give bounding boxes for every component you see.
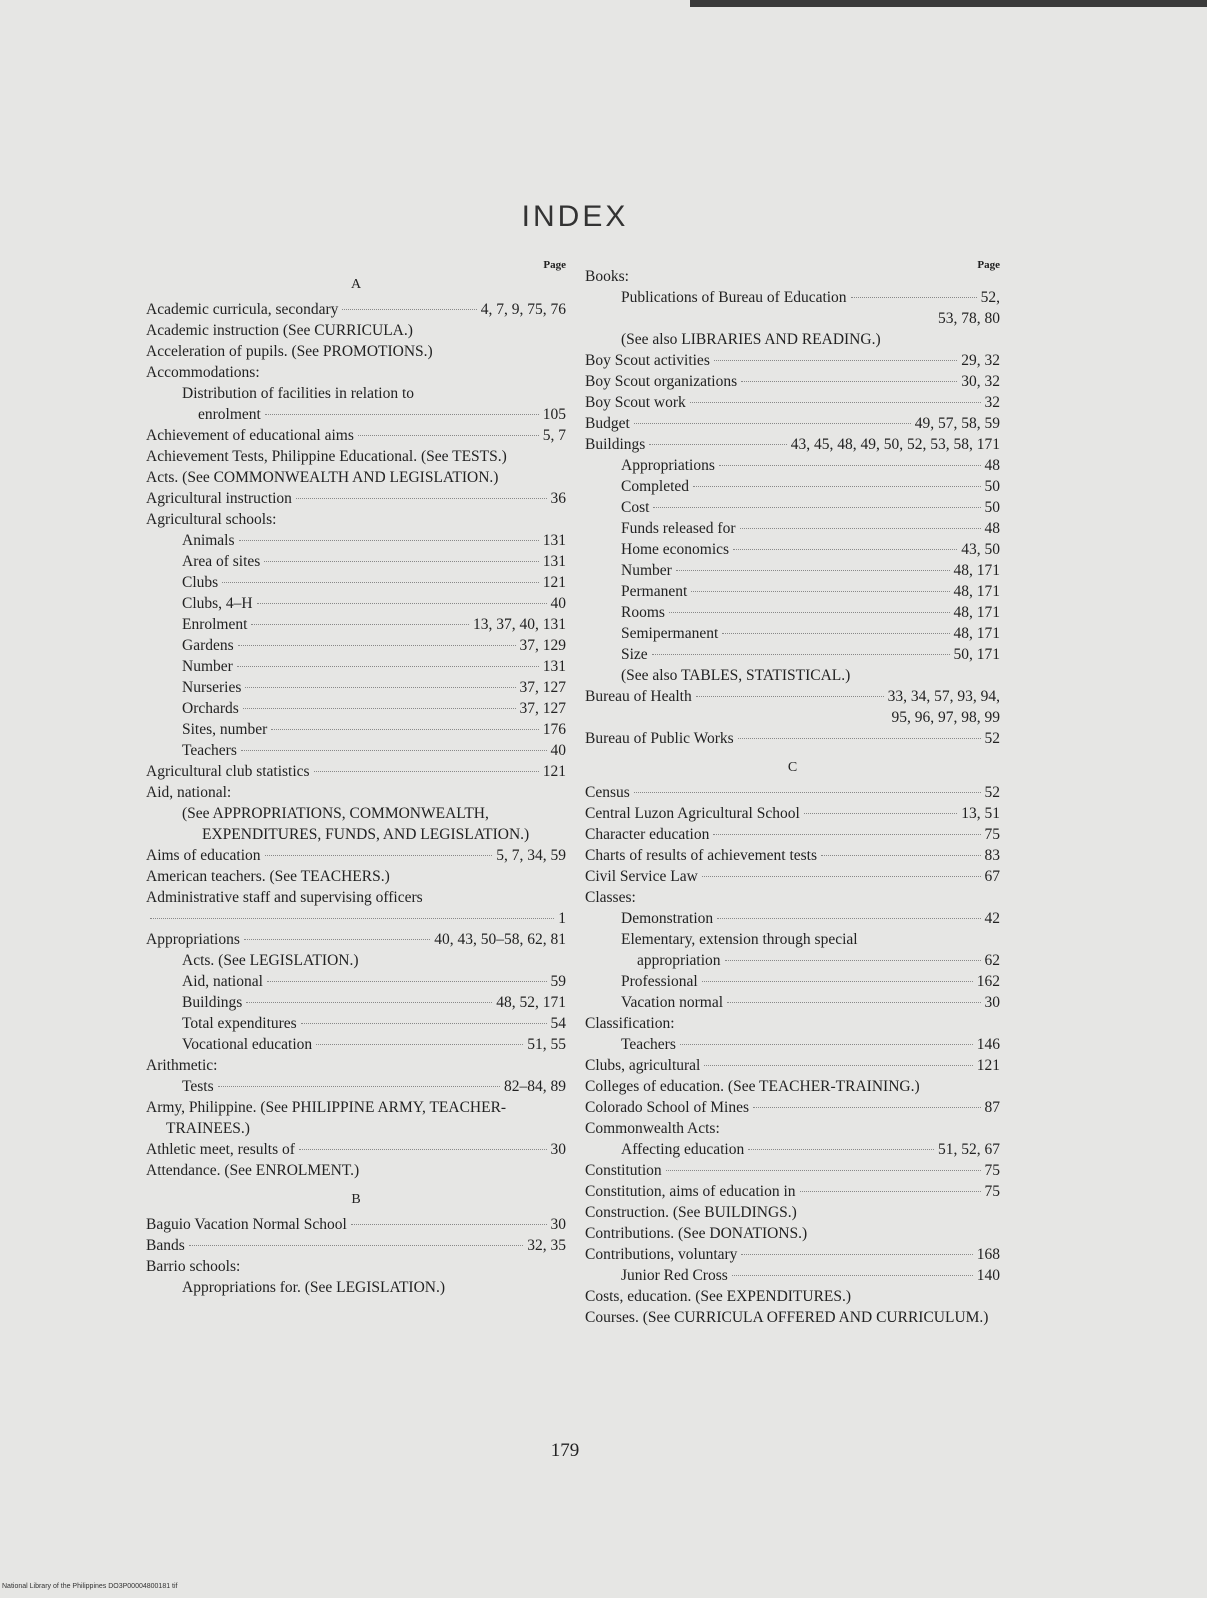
index-entry bbox=[585, 413, 1000, 434]
entry-text: appropriation bbox=[637, 952, 721, 969]
index-entry bbox=[585, 476, 1000, 497]
index-entry bbox=[585, 728, 1000, 749]
leader-dots bbox=[702, 981, 973, 982]
section-letter: A bbox=[350, 277, 362, 292]
entry-text: Professional bbox=[621, 973, 698, 990]
entry-text: Funds released for bbox=[621, 520, 736, 537]
leader-dots bbox=[358, 435, 539, 436]
leader-dots bbox=[717, 918, 980, 919]
entry-pages: 5, 7, 34, 59 bbox=[496, 847, 566, 864]
leader-dots bbox=[666, 1170, 981, 1171]
section-letter: C bbox=[787, 760, 798, 775]
entry-pages: 131 bbox=[542, 658, 566, 675]
entry-pages: 87 bbox=[984, 1099, 1000, 1116]
index-entry bbox=[146, 299, 566, 320]
index-entry bbox=[585, 455, 1000, 476]
index-entry bbox=[585, 644, 1000, 665]
entry-pages: 52 bbox=[984, 730, 1000, 747]
index-entry bbox=[585, 518, 1000, 539]
index-entry bbox=[146, 404, 566, 425]
index-entry bbox=[585, 539, 1000, 560]
leader-dots bbox=[732, 1275, 973, 1276]
index-entry bbox=[585, 1160, 1000, 1181]
leader-dots bbox=[851, 297, 977, 298]
index-entry bbox=[585, 371, 1000, 392]
entry-pages: 176 bbox=[542, 721, 566, 738]
index-heading: Construction. (See BUILDINGS.) bbox=[585, 1204, 797, 1221]
entry-pages: 43, 50 bbox=[961, 541, 1000, 558]
index-entry bbox=[585, 1097, 1000, 1118]
index-entry bbox=[146, 845, 566, 866]
entry-pages: 51, 52, 67 bbox=[938, 1141, 1000, 1158]
leader-dots bbox=[238, 645, 516, 646]
index-entry-wrapped: (See APPROPRIATIONS, COMMONWEALTH, EXPENDITURES, FUNDS, AND LEGISLATION.) bbox=[182, 805, 530, 843]
index-entry bbox=[585, 908, 1000, 929]
entry-pages: 52, bbox=[980, 289, 1000, 306]
leader-dots bbox=[244, 939, 430, 940]
leader-dots bbox=[239, 540, 539, 541]
leader-dots bbox=[301, 1023, 547, 1024]
entry-text: Buildings bbox=[182, 994, 243, 1011]
index-heading: American teachers. (See TEACHERS.) bbox=[146, 868, 390, 885]
entry-pages: 48 bbox=[984, 457, 1000, 474]
entry-pages: 30 bbox=[550, 1216, 566, 1233]
entry-text: Character education bbox=[585, 826, 710, 843]
entry-pages: 1 bbox=[558, 910, 566, 927]
leader-dots bbox=[714, 360, 957, 361]
entry-text: Sites, number bbox=[182, 721, 268, 738]
index-entry bbox=[146, 1214, 566, 1235]
leader-dots bbox=[821, 855, 980, 856]
entry-text: Boy Scout activities bbox=[585, 352, 710, 369]
index-entry-wrapped: Acts. (See COMMONWEALTH AND LEGISLATION.) bbox=[146, 469, 499, 486]
entry-text: Constitution, aims of education in bbox=[585, 1183, 796, 1200]
entry-pages: 48, 171 bbox=[953, 625, 1000, 642]
index-list-right bbox=[585, 266, 1000, 1328]
index-entry bbox=[585, 866, 1000, 887]
index-entry bbox=[146, 1139, 566, 1160]
entry-text: Permanent bbox=[621, 583, 688, 600]
index-heading: Classification: bbox=[585, 1015, 675, 1032]
leader-dots bbox=[267, 981, 547, 982]
entry-pages: 48 bbox=[984, 520, 1000, 537]
leader-dots bbox=[222, 582, 539, 583]
index-entry bbox=[585, 602, 1000, 623]
index-entry bbox=[585, 560, 1000, 581]
entry-pages: 42 bbox=[984, 910, 1000, 927]
entry-pages-continued: 95, 96, 97, 98, 99 bbox=[891, 709, 1000, 726]
leader-dots bbox=[296, 498, 547, 499]
index-heading: Commonwealth Acts: bbox=[585, 1120, 720, 1137]
index-entry bbox=[585, 992, 1000, 1013]
leader-dots bbox=[245, 687, 515, 688]
entry-pages: 146 bbox=[976, 1036, 1000, 1053]
index-heading: Arithmetic: bbox=[146, 1057, 218, 1074]
entry-pages: 13, 51 bbox=[961, 805, 1000, 822]
index-heading: Barrio schools: bbox=[146, 1258, 241, 1275]
entry-text: Buildings bbox=[585, 436, 646, 453]
entry-pages: 30 bbox=[984, 994, 1000, 1011]
entry-text: Agricultural club statistics bbox=[146, 763, 310, 780]
leader-dots bbox=[719, 465, 981, 466]
leader-dots bbox=[702, 876, 981, 877]
leader-dots bbox=[741, 381, 957, 382]
entry-text: Cost bbox=[621, 499, 650, 516]
index-entry bbox=[585, 287, 1000, 308]
index-heading: (See also LIBRARIES AND READING.) bbox=[621, 331, 881, 348]
index-entry bbox=[146, 656, 566, 677]
index-entry bbox=[146, 740, 566, 761]
index-entry bbox=[585, 1034, 1000, 1055]
index-entry-wrapped: Appropriations for. (See LEGISLATION.) bbox=[182, 1279, 446, 1296]
index-entry bbox=[585, 581, 1000, 602]
entry-pages-continued: 53, 78, 80 bbox=[938, 310, 1000, 327]
index-entry-wrapped: Administrative staff and supervising officers bbox=[146, 889, 423, 906]
leader-dots bbox=[653, 507, 980, 508]
entry-text: Charts of results of achievement tests bbox=[585, 847, 818, 864]
entry-pages: 75 bbox=[984, 826, 1000, 843]
leader-dots bbox=[800, 1191, 981, 1192]
entry-pages: 43, 45, 48, 49, 50, 52, 53, 58, 171 bbox=[790, 436, 1000, 453]
entry-text: Academic curricula, secondary bbox=[146, 301, 339, 318]
entry-text: Nurseries bbox=[182, 679, 242, 696]
index-entry bbox=[146, 1034, 566, 1055]
index-entry bbox=[146, 614, 566, 635]
entry-text: Constitution bbox=[585, 1162, 662, 1179]
index-heading: Attendance. (See ENROLMENT.) bbox=[146, 1162, 360, 1179]
entry-pages: 29, 32 bbox=[961, 352, 1000, 369]
leader-dots bbox=[316, 1044, 523, 1045]
index-heading: Accommodations: bbox=[146, 364, 260, 381]
index-entry bbox=[585, 434, 1000, 455]
index-entry bbox=[585, 1139, 1000, 1160]
entry-pages: 40, 43, 50–58, 62, 81 bbox=[434, 931, 566, 948]
entry-text: Number bbox=[182, 658, 233, 675]
index-entry bbox=[146, 593, 566, 614]
leader-dots bbox=[748, 1149, 934, 1150]
entry-pages: 5, 7 bbox=[542, 427, 566, 444]
index-entry bbox=[146, 551, 566, 572]
entry-text: Demonstration bbox=[621, 910, 714, 927]
entry-pages: 131 bbox=[542, 553, 566, 570]
entry-text: Achievement of educational aims bbox=[146, 427, 354, 444]
entry-pages: 105 bbox=[542, 406, 566, 423]
leader-dots bbox=[243, 708, 516, 709]
leader-dots bbox=[727, 1002, 980, 1003]
entry-pages: 67 bbox=[984, 868, 1000, 885]
entry-text: Agricultural instruction bbox=[146, 490, 292, 507]
entry-text: Aims of education bbox=[146, 847, 261, 864]
index-entry bbox=[585, 1244, 1000, 1265]
index-entry bbox=[146, 572, 566, 593]
index-entry bbox=[585, 1055, 1000, 1076]
index-entry bbox=[585, 782, 1000, 803]
entry-text: Gardens bbox=[182, 637, 234, 654]
entry-pages: 13, 37, 40, 131 bbox=[473, 616, 566, 633]
entry-text: Animals bbox=[182, 532, 235, 549]
leader-dots bbox=[251, 624, 469, 625]
leader-dots bbox=[246, 1002, 492, 1003]
section-letter: B bbox=[351, 1192, 361, 1207]
leader-dots bbox=[271, 729, 539, 730]
entry-pages: 40 bbox=[550, 595, 566, 612]
index-entry bbox=[146, 488, 566, 509]
entry-pages: 49, 57, 58, 59 bbox=[914, 415, 1000, 432]
entry-pages: 82–84, 89 bbox=[504, 1078, 566, 1095]
entry-text: Civil Service Law bbox=[585, 868, 698, 885]
entry-text: Appropriations bbox=[146, 931, 240, 948]
entry-pages: 37, 127 bbox=[519, 700, 566, 717]
entry-text: Bands bbox=[146, 1237, 185, 1254]
page-title: INDEX bbox=[521, 200, 629, 233]
index-heading: Agricultural schools: bbox=[146, 511, 277, 528]
index-entry-wrapped: Army, Philippine. (See PHILIPPINE ARMY, TEACHER-TRAINEES.) bbox=[146, 1099, 507, 1137]
leader-dots bbox=[652, 654, 950, 655]
index-heading: Academic instruction (See CURRICULA.) bbox=[146, 322, 413, 339]
leader-dots bbox=[722, 633, 949, 634]
index-entry bbox=[585, 971, 1000, 992]
index-heading: Classes: bbox=[585, 889, 636, 906]
entry-text: Enrolment bbox=[182, 616, 248, 633]
leader-dots bbox=[218, 1086, 500, 1087]
index-entry bbox=[585, 1265, 1000, 1286]
leader-dots bbox=[753, 1107, 980, 1108]
leader-dots bbox=[733, 549, 957, 550]
index-entry-wrapped: Achievement Tests, Philippine Educational. (See TESTS.) bbox=[146, 448, 507, 465]
entry-text: Boy Scout organizations bbox=[585, 373, 738, 390]
entry-pages: 51, 55 bbox=[527, 1036, 566, 1053]
entry-pages: 30, 32 bbox=[961, 373, 1000, 390]
entry-text: Semipermanent bbox=[621, 625, 719, 642]
index-heading: Aid, national: bbox=[146, 784, 232, 801]
entry-text: Colorado School of Mines bbox=[585, 1099, 750, 1116]
leader-dots bbox=[741, 1254, 972, 1255]
entry-text: Affecting education bbox=[621, 1141, 745, 1158]
index-entry bbox=[146, 1076, 566, 1097]
entry-pages: 33, 34, 57, 93, 94, bbox=[887, 688, 1000, 705]
index-entry bbox=[146, 635, 566, 656]
entry-pages: 50 bbox=[984, 499, 1000, 516]
entry-text: Total expenditures bbox=[182, 1015, 297, 1032]
entry-pages: 121 bbox=[542, 574, 566, 591]
entry-text: Clubs bbox=[182, 574, 219, 591]
entry-pages: 48, 52, 171 bbox=[496, 994, 566, 1011]
entry-text: Bureau of Health bbox=[585, 688, 692, 705]
index-heading: Contributions. (See DONATIONS.) bbox=[585, 1225, 808, 1242]
index-entry bbox=[146, 1013, 566, 1034]
leader-dots bbox=[265, 855, 493, 856]
leader-dots bbox=[649, 444, 786, 445]
index-entry bbox=[146, 971, 566, 992]
index-heading: (See also TABLES, STATISTICAL.) bbox=[621, 667, 851, 684]
entry-pages: 168 bbox=[976, 1246, 1000, 1263]
entry-pages: 37, 129 bbox=[519, 637, 566, 654]
entry-text: Budget bbox=[585, 415, 630, 432]
leader-dots bbox=[740, 528, 981, 529]
entry-text: Athletic meet, results of bbox=[146, 1141, 295, 1158]
entry-text: Aid, national bbox=[182, 973, 263, 990]
index-entry-wrapped: Distribution of facilities in relation to bbox=[182, 385, 415, 402]
leader-dots bbox=[257, 603, 547, 604]
entry-pages: 50, 171 bbox=[953, 646, 1000, 663]
entry-text: Vocational education bbox=[182, 1036, 313, 1053]
index-entry bbox=[146, 530, 566, 551]
leader-dots bbox=[265, 414, 539, 415]
leader-dots bbox=[804, 813, 957, 814]
entry-pages: 4, 7, 9, 75, 76 bbox=[480, 301, 566, 318]
leader-dots bbox=[189, 1245, 524, 1246]
index-heading: Costs, education. (See EXPENDITURES.) bbox=[585, 1288, 852, 1305]
entry-text: Clubs, agricultural bbox=[585, 1057, 701, 1074]
scan-edge-bar bbox=[690, 0, 1207, 7]
leader-dots bbox=[634, 423, 911, 424]
index-entry bbox=[585, 350, 1000, 371]
entry-text: Central Luzon Agricultural School bbox=[585, 805, 800, 822]
entry-pages: 140 bbox=[976, 1267, 1000, 1284]
index-entry-wrapped: Courses. (See CURRICULA OFFERED AND CURRICULUM.) bbox=[585, 1309, 989, 1326]
entry-text: enrolment bbox=[198, 406, 261, 423]
leader-dots bbox=[669, 612, 950, 613]
entry-text: Size bbox=[621, 646, 648, 663]
entry-text: Boy Scout work bbox=[585, 394, 686, 411]
page-column-heading-right: Page bbox=[977, 259, 1000, 271]
entry-text: Teachers bbox=[621, 1036, 676, 1053]
index-entry-wrapped: Colleges of education. (See TEACHER-TRAINING.) bbox=[585, 1078, 920, 1095]
entry-pages: 30 bbox=[550, 1141, 566, 1158]
entry-pages: 48, 171 bbox=[953, 583, 1000, 600]
index-entry-wrapped: Acceleration of pupils. (See PROMOTIONS.) bbox=[146, 343, 433, 360]
entry-text: Number bbox=[621, 562, 672, 579]
entry-text: Orchards bbox=[182, 700, 239, 717]
entry-text: Census bbox=[585, 784, 630, 801]
entry-pages: 75 bbox=[984, 1183, 1000, 1200]
entry-pages: 52 bbox=[984, 784, 1000, 801]
entry-pages: 32 bbox=[984, 394, 1000, 411]
leader-dots bbox=[738, 738, 981, 739]
entry-text: Area of sites bbox=[182, 553, 261, 570]
entry-text: Completed bbox=[621, 478, 690, 495]
entry-text: Contributions, voluntary bbox=[585, 1246, 738, 1263]
entry-pages: 75 bbox=[984, 1162, 1000, 1179]
index-column-left bbox=[146, 255, 566, 1298]
leader-dots bbox=[704, 1065, 972, 1066]
entry-text: Publications of Bureau of Education bbox=[621, 289, 847, 306]
leader-dots bbox=[696, 696, 884, 697]
leader-dots bbox=[342, 309, 476, 310]
index-entry bbox=[146, 1235, 566, 1256]
index-entry-wrapped: Elementary, extension through special bbox=[621, 931, 858, 948]
leader-dots bbox=[725, 960, 981, 961]
index-entry bbox=[146, 761, 566, 782]
leader-dots bbox=[713, 834, 980, 835]
entry-pages: 40 bbox=[550, 742, 566, 759]
entry-text: Home economics bbox=[621, 541, 730, 558]
index-entry bbox=[585, 845, 1000, 866]
entry-pages: 48, 171 bbox=[953, 604, 1000, 621]
entry-pages: 37, 127 bbox=[519, 679, 566, 696]
leader-dots bbox=[693, 486, 980, 487]
index-heading: Books: bbox=[585, 268, 629, 285]
entry-text: Bureau of Public Works bbox=[585, 730, 734, 747]
entry-text: Tests bbox=[182, 1078, 214, 1095]
index-entry bbox=[585, 803, 1000, 824]
index-entry bbox=[585, 392, 1000, 413]
index-column-right bbox=[585, 255, 1000, 1328]
entry-pages: 131 bbox=[542, 532, 566, 549]
index-entry bbox=[146, 929, 566, 950]
index-entry bbox=[146, 719, 566, 740]
leader-dots bbox=[691, 591, 949, 592]
leader-dots bbox=[680, 1044, 973, 1045]
leader-dots bbox=[150, 918, 554, 919]
entry-text: Baguio Vacation Normal School bbox=[146, 1216, 347, 1233]
index-entry bbox=[585, 1181, 1000, 1202]
footer-caption: National Library of the Philippines DO3P00004800181 tif bbox=[2, 1583, 178, 1590]
index-list-left bbox=[146, 274, 566, 1298]
index-entry bbox=[585, 824, 1000, 845]
leader-dots bbox=[237, 666, 539, 667]
leader-dots bbox=[676, 570, 950, 571]
entry-pages: 83 bbox=[984, 847, 1000, 864]
index-entry bbox=[146, 698, 566, 719]
index-entry bbox=[146, 992, 566, 1013]
page-number: 179 bbox=[550, 1440, 580, 1461]
leader-dots bbox=[299, 1149, 547, 1150]
entry-text: Clubs, 4–H bbox=[182, 595, 253, 612]
entry-text: Junior Red Cross bbox=[621, 1267, 728, 1284]
entry-pages: 59 bbox=[550, 973, 566, 990]
entry-pages: 48, 171 bbox=[953, 562, 1000, 579]
leader-dots bbox=[264, 561, 538, 562]
entry-text: Rooms bbox=[621, 604, 665, 621]
leader-dots bbox=[241, 750, 547, 751]
entry-pages: 162 bbox=[976, 973, 1000, 990]
index-entry bbox=[146, 908, 566, 929]
entry-text: Teachers bbox=[182, 742, 237, 759]
index-entry bbox=[146, 425, 566, 446]
index-entry bbox=[146, 677, 566, 698]
index-entry bbox=[585, 497, 1000, 518]
entry-pages: 54 bbox=[550, 1015, 566, 1032]
leader-dots bbox=[351, 1224, 547, 1225]
entry-pages: 36 bbox=[550, 490, 566, 507]
leader-dots bbox=[690, 402, 981, 403]
entry-text: Appropriations bbox=[621, 457, 715, 474]
index-entry bbox=[585, 623, 1000, 644]
entry-text: Vacation normal bbox=[621, 994, 724, 1011]
index-entry bbox=[585, 950, 1000, 971]
page-column-heading-left: Page bbox=[543, 259, 566, 271]
entry-pages: 32, 35 bbox=[527, 1237, 566, 1254]
entry-pages: 50 bbox=[984, 478, 1000, 495]
entry-pages: 121 bbox=[976, 1057, 1000, 1074]
leader-dots bbox=[634, 792, 981, 793]
entry-pages: 121 bbox=[542, 763, 566, 780]
index-entry bbox=[585, 686, 1000, 707]
entry-pages: 62 bbox=[984, 952, 1000, 969]
leader-dots bbox=[314, 771, 539, 772]
index-heading: Acts. (See LEGISLATION.) bbox=[182, 952, 359, 969]
